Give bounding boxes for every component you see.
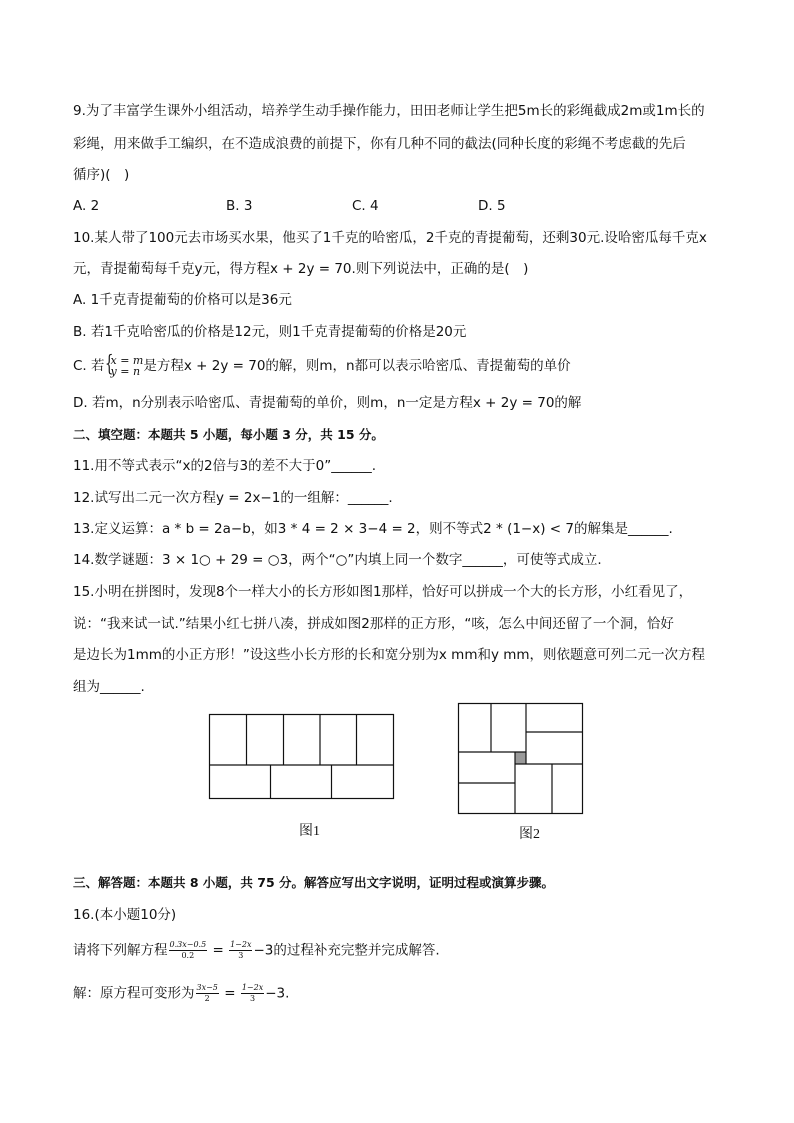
q10-option-c [73,352,571,378]
system-line-1: x = m [110,354,144,367]
q15-line-2: 说：“我来试一试.”结果小红七拼八凑，拼成如图2那样的正方形，“咳，怎么中间还留了一个洞，恰好 [73,616,674,632]
q16-prompt-prefix: 请将下列解方程 [73,942,168,959]
q10-option-b: B. 若1千克哈密瓜的价格是12元，则1千克青提葡萄的价格是20元 [73,324,467,340]
q9-line-3: 循序)( ) [73,167,130,183]
q16-solution-prefix: 解：原方程可变形为 [73,985,195,1002]
fraction-3 [196,983,219,1004]
q10-line-1: 10.某人带了100元去市场买水果，他买了1千克的哈密瓜，2千克的青提葡萄，还剩30元.设哈密瓜每千克x [73,230,707,246]
q15-line-1: 15.小明在拼图时，发现8个一样大小的长方形如图1那样，恰好可以拼成一个大的长方形，小红看见了， [73,584,693,600]
system-line-2: y = n [110,365,141,378]
figure-1-caption: 图1 [299,824,320,839]
q16-title: 16.(本小题10分) [73,907,177,923]
q13: 13.定义运算：a * b = 2a−b，如3 * 4 = 2 × 3−4 = 2，则不等式2 * (1−x) < 7的解集是______. [73,521,673,537]
q16-solution: 解：原方程可变形为 $\frac{3x-5}{2}$ = $\frac{1-2x}{3}$ −3. [73,983,290,1003]
figure-2-diagram [457,702,585,816]
fraction-2-numerator: 1−2x [230,940,252,949]
fraction-1-numerator: 0.3x−0.5 [169,940,207,949]
q14: 14.数学谜题：3 × 1○ + 29 = ○3，两个“○”内填上同一个数字______，可使等式成立. [73,552,602,568]
q9-option-a: A. 2 [73,198,100,214]
brace-icon: { [104,352,113,377]
fig2-center-hole [515,752,526,764]
q16-prompt-tail: −3的过程补充完整并完成解答. [253,942,440,959]
q10-option-d: D. 若m，n分别表示哈密瓜、青提葡萄的单价，则m，n一定是方程x + 2y = 70的解 [73,395,582,411]
q9-option-d: D. 5 [478,198,506,214]
fraction-3-numerator: 3x−5 [196,983,218,992]
q9-option-b: B. 3 [226,198,253,214]
figure-2-caption: 图2 [519,827,540,842]
q9-line-1: 9.为了丰富学生课外小组活动，培养学生动手操作能力，田田老师让学生把5m长的彩绳截成2m或1m长的 [73,103,705,119]
figure-1-diagram [208,713,396,801]
fraction-1-denominator: 0.2 [181,951,195,960]
section-2-heading: 二、填空题：本题共 5 小题，每小题 3 分，共 15 分。 [73,427,384,442]
fraction-4 [241,983,264,1004]
q11: 11.用不等式表示“x的2倍与3的差不大于0”______. [73,458,377,474]
q10-option-a: A. 1千克青提葡萄的价格可以是36元 [73,292,292,308]
fraction-2 [229,940,252,961]
q15-line-3: 是边长为1mm的小正方形！”设这些小长方形的长和宽分别为x mm和y mm，则依题意可列二元一次方程 [73,647,706,663]
fraction-3-denominator: 2 [204,994,210,1003]
fraction-4-numerator: 1−2x [241,983,264,992]
q10-option-c-text: 是方程x + 2y = 70的解，则m，n都可以表示哈密瓜、青提葡萄的单价 [143,358,571,374]
q16-prompt [73,940,440,961]
q9-line-2: 彩绳，用来做手工编织，在不造成浪费的前提下，你有几种不同的截法(同种长度的彩绳不考虑截的先后 [73,136,686,152]
fraction-4-denominator: 3 [249,994,256,1003]
q10-line-2: 元，青提葡萄每千克y元，得方程x + 2y = 70.则下列说法中，正确的是( ) [73,261,529,277]
q10-option-c-prefix: C. 若 [73,358,105,374]
q15-line-4: 组为______. [73,679,145,695]
fraction-1 [169,940,208,961]
q16-solution-tail: −3. [265,985,290,1002]
equals-sign: = [208,942,229,959]
q9-option-c: C. 4 [352,198,379,214]
fig1-outer-rect [210,715,394,799]
section-3-heading: 三、解答题：本题共 8 小题，共 75 分。解答应写出文字说明，证明过程或演算步骤。 [73,875,555,890]
q12: 12.试写出二元一次方程y = 2x−1的一组解：______. [73,490,393,506]
equation-system [104,352,144,378]
fraction-2-denominator: 3 [238,951,244,960]
